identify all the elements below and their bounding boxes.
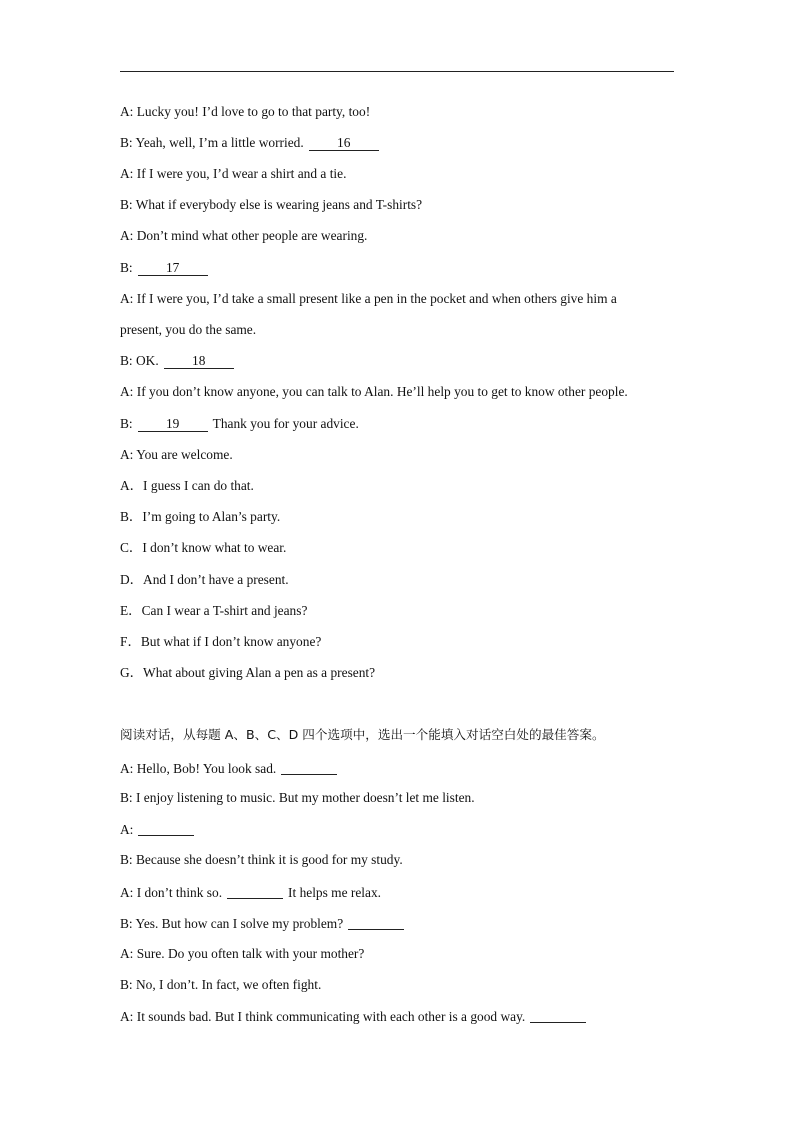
- blank-17[interactable]: 17: [138, 261, 208, 276]
- dialogue-line: A:: [120, 821, 194, 838]
- answer-blank[interactable]: [281, 760, 337, 775]
- option-b: B．I’m going to Alan’s party.: [120, 509, 281, 524]
- dialogue-line: B: Yes. But how can I solve my problem?: [120, 915, 404, 932]
- dialogue-line: B: No, I don’t. In fact, we often fight.: [120, 977, 322, 992]
- dialogue-line: A: If I were you, I’d wear a shirt and a tie.: [120, 166, 347, 181]
- dialogue-line: A: Sure. Do you often talk with your mother?: [120, 946, 365, 961]
- blank-16[interactable]: 16: [309, 136, 379, 151]
- dialogue-line: A: I don’t think so. It helps me relax.: [120, 885, 382, 900]
- option-a: A．I guess I can do that.: [120, 478, 254, 493]
- dialogue-line: A: If I were you, I’d take a small present like a pen in the pocket and when others give him a: [120, 291, 617, 306]
- dialogue-line: A: If you don’t know anyone, you can talk to Alan. He’ll help you to get to know other people.: [120, 384, 628, 399]
- header-rule: [120, 71, 674, 72]
- dialogue-line: B: 19 Thank you for your advice.: [120, 416, 359, 431]
- dialogue-line: A: It sounds bad. But I think communicating with each other is a good way.: [120, 1008, 586, 1025]
- answer-blank[interactable]: [348, 915, 404, 930]
- dialogue-line: B: What if everybody else is wearing jeans and T-shirts?: [120, 197, 423, 212]
- answer-blank[interactable]: [227, 884, 283, 899]
- blank-18[interactable]: 18: [164, 354, 234, 369]
- dialogue-line: B: 17: [120, 260, 208, 276]
- blank-19[interactable]: 19: [138, 417, 208, 432]
- option-c: C．I don’t know what to wear.: [120, 540, 287, 555]
- dialogue-line: B: Because she doesn’t think it is good for my study.: [120, 852, 403, 867]
- dialogue-line: B: I enjoy listening to music. But my mother doesn’t let me listen.: [120, 790, 475, 805]
- option-g: G．What about giving Alan a pen as a present?: [120, 665, 376, 680]
- dialogue-line: A: You are welcome.: [120, 447, 233, 462]
- dialogue-line: B: OK. 18: [120, 353, 234, 369]
- option-d: D．And I don’t have a present.: [120, 572, 289, 587]
- answer-blank[interactable]: [138, 821, 194, 836]
- answer-blank[interactable]: [530, 1008, 586, 1023]
- dialogue-line: A: Hello, Bob! You look sad.: [120, 760, 337, 777]
- dialogue-line: A: Don’t mind what other people are wearing.: [120, 228, 368, 243]
- dialogue-line: present, you do the same.: [120, 322, 257, 337]
- dialogue-line: A: Lucky you! I’d love to go to that party, too!: [120, 104, 371, 119]
- option-f: F．But what if I don’t know anyone?: [120, 634, 322, 649]
- instruction: 阅读对话，从每题 A、B、C、D 四个选项中，选出一个能填入对话空白处的最佳答案。: [120, 727, 605, 742]
- dialogue-line: B: Yeah, well, I’m a little worried. 16: [120, 135, 379, 151]
- option-e: E．Can I wear a T-shirt and jeans?: [120, 603, 308, 618]
